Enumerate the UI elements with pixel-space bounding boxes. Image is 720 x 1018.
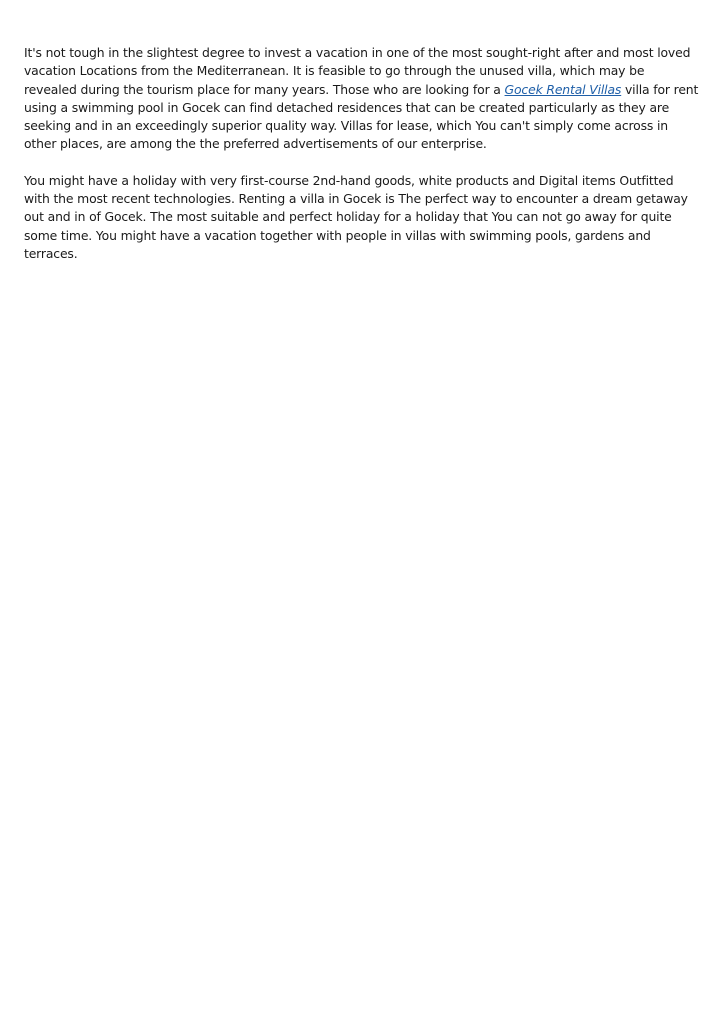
paragraph-2: You might have a holiday with very first-course 2nd-hand goods, white products and Digital items Outfitted with the most recent technologies. Renting a villa in Gocek is The perfect way to encounter a dream getaway out and in of Gocek. The most suitable and perfect holiday for a holiday that You can not go away for quite some time. You might have a vacation together with people in villas with swimming pools, gardens and terraces.	[24, 172, 688, 261]
paragraph-1	[24, 44, 700, 154]
paragraph-1-text-after-link: villa for rent using a swimming pool in Gocek can find detached residences that can be created particularly as they are seeking and in an exceedingly superior quality way. Villas for lease, which You can't simply come across in other places, are among the the preferred advertisements of our enterprise.	[24, 81, 699, 152]
gocek-rental-villas-link[interactable]: Gocek Rental Villas	[504, 81, 622, 97]
document-body	[24, 44, 700, 281]
paragraph-1-text-before-link: It's not tough in the slightest degree to invest a vacation in one of the most sought-right after and most loved vacation Locations from the Mediterranean. It is feasible to go through the unused villa, which may be revealed during the tourism place for many years. Those who are looking for a	[24, 45, 691, 97]
